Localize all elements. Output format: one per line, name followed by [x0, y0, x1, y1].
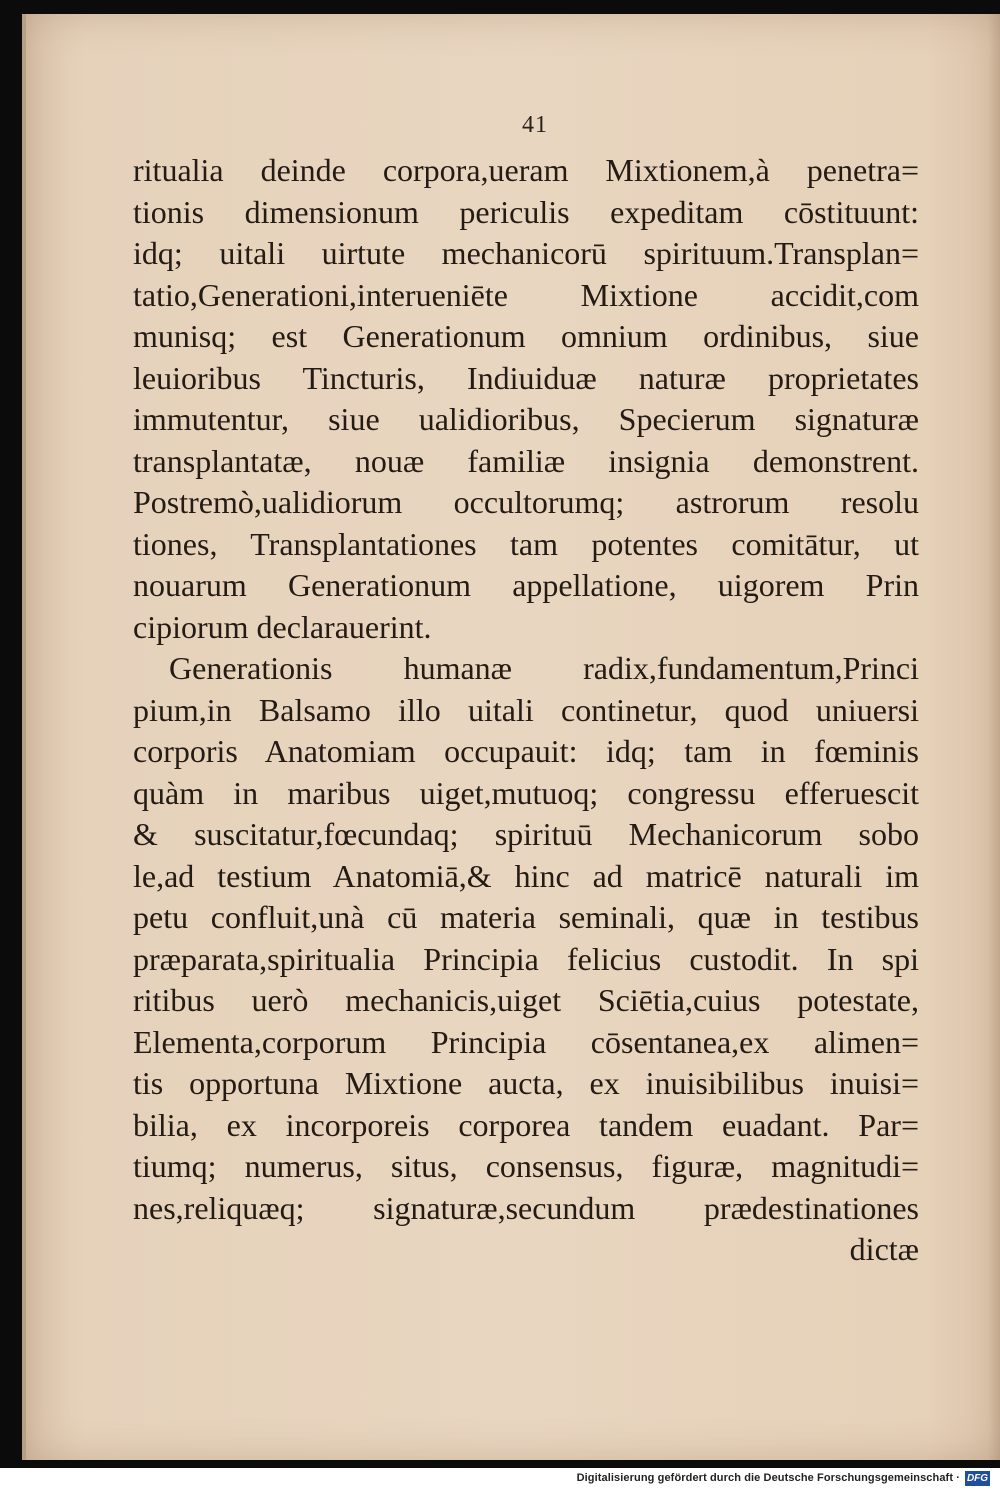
text-line: bilia, ex incorporeis corporea tandem euadant. Par=: [133, 1106, 919, 1143]
text-line: cipiorum declarauerint.: [133, 608, 432, 645]
text-line: præparata,spiritualia Principia felicius custodit. In spi: [133, 940, 919, 977]
text-line: nes,reliquæq; signaturæ,secundum prædestinationes: [133, 1189, 919, 1226]
page-edge-shadow: [988, 14, 1000, 1460]
page-number: 41: [522, 112, 548, 138]
text-line: corporis Anatomiam occupauit: idq; tam in fœminis: [133, 733, 919, 769]
text-line: ritibus uerò mechanicis,uiget Sciētia,cuius potestate,: [133, 982, 919, 1018]
funding-credit: Digitalisierung gefördert durch die Deutsche Forschungsgemeinschaft ·: [576, 1472, 960, 1484]
dfg-logo[interactable]: DFG: [966, 1473, 989, 1484]
text-line: tiumq; numerus, situs, consensus, figuræ, magnitudi=: [133, 1148, 919, 1184]
text-line: Postremò,ualidiorum occultorumq; astrorum resolu: [133, 484, 919, 520]
text-line: immutentur, siue ualidioribus, Specierum signaturæ: [133, 401, 919, 437]
text-line: ritualia deinde corpora,ueram Mixtionem,à penetra=: [133, 152, 919, 188]
text-line: nouarum Generationum appellatione, uigorem Prin: [133, 567, 919, 603]
text-line: quàm in maribus uiget,mutuoq; congressu efferuescit: [133, 774, 919, 811]
text-line: Elementa,corporum Principia cōsentanea,ex alimen=: [133, 1023, 919, 1060]
body-text: [133, 150, 919, 1271]
text-line: munisq; est Generationum omnium ordinibus, siue: [133, 318, 919, 354]
text-line-paragraph-start: Generationis humanæ radix,fundamentum,Princi: [169, 650, 919, 686]
text-line: tionis dimensionum periculis expeditam cōstituunt:: [133, 193, 919, 230]
text-line: tis opportuna Mixtione aucta, ex inuisibilibus inuisi=: [133, 1065, 919, 1101]
text-line: le,ad testium Anatomiā,& hinc ad matricē naturali im: [133, 857, 919, 894]
text-line: tiones, Transplantationes tam potentes comitātur, ut: [133, 525, 919, 562]
text-line: idq; uitali uirtute mechanicorū spirituum.Transplan=: [133, 235, 919, 271]
text-line: & suscitatur,fœcundaq; spirituū Mechanicorum sobo: [133, 816, 919, 852]
text-line: tatio,Generationi,interueniēte Mixtione accidit,com: [133, 276, 919, 313]
text-line: pium,in Balsamo illo uitali continetur, quod uniuersi: [133, 691, 919, 728]
text-line: leuioribus Tincturis, Indiuiduæ naturæ proprietates: [133, 359, 919, 396]
text-line: transplantatæ, nouæ familiæ insignia demonstrent.: [133, 442, 919, 479]
catchword: dictæ: [849, 1231, 919, 1267]
text-line: petu confluit,unà cū materia seminali, quæ in testibus: [133, 899, 919, 935]
footer-bar: [0, 1468, 1000, 1490]
